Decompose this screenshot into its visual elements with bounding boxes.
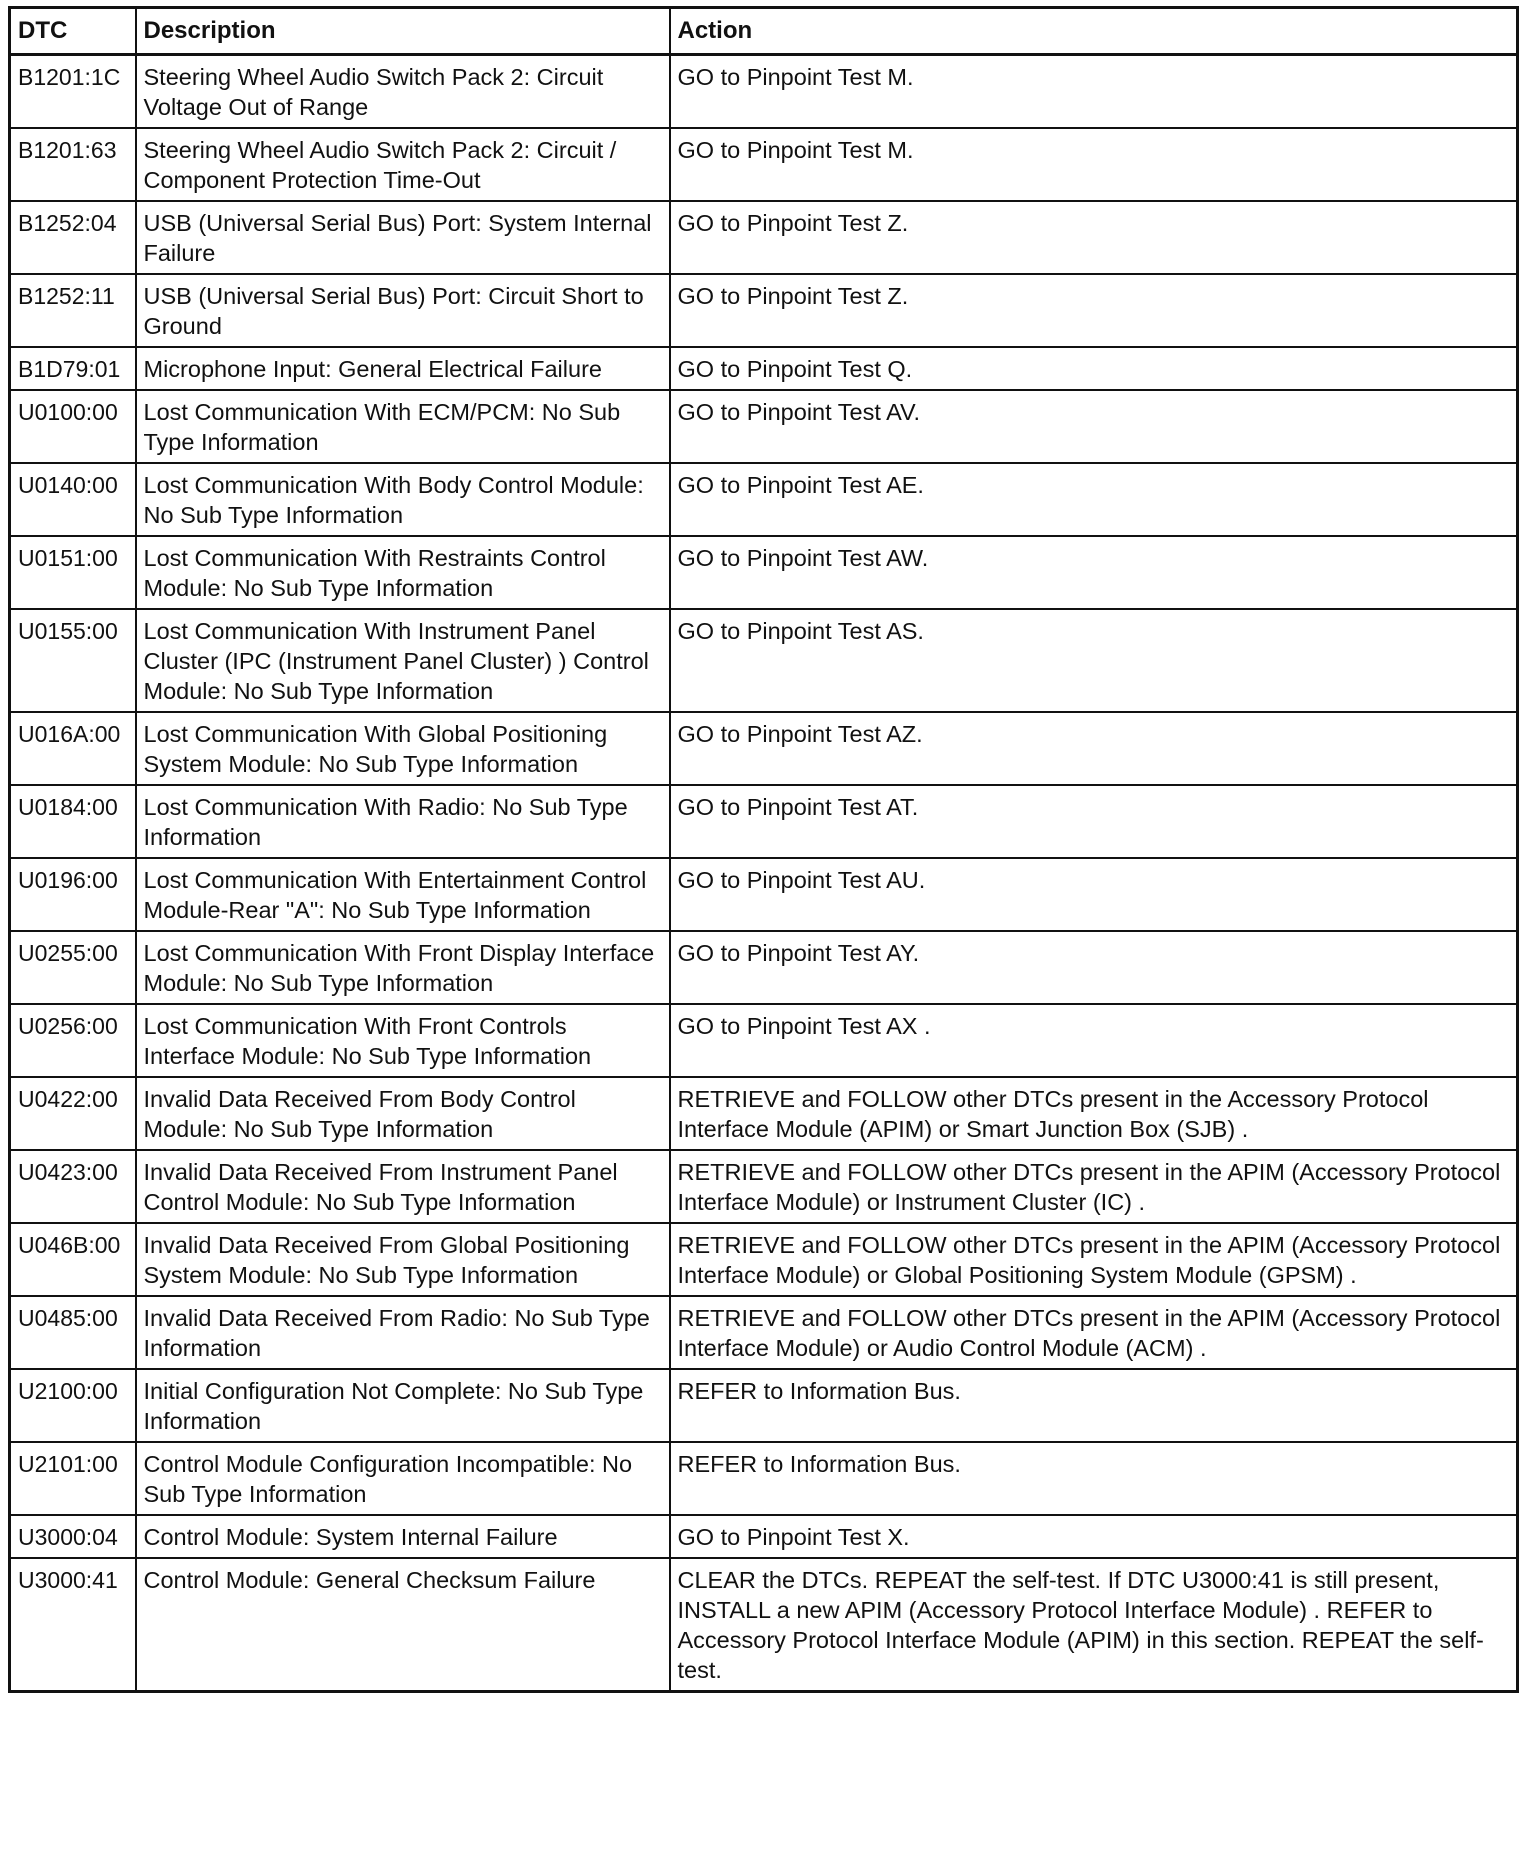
action-cell: GO to Pinpoint Test AT. xyxy=(670,785,1518,858)
dtc-code-cell: U0423:00 xyxy=(10,1150,136,1223)
action-cell: GO to Pinpoint Test Q. xyxy=(670,347,1518,390)
table-row xyxy=(10,1150,1518,1223)
description-cell: Lost Communication With Front Controls Interface Module: No Sub Type Information xyxy=(136,1004,670,1077)
dtc-code-cell: U016A:00 xyxy=(10,712,136,785)
table-row xyxy=(10,1369,1518,1442)
dtc-code-cell: U0196:00 xyxy=(10,858,136,931)
action-cell: GO to Pinpoint Test AZ. xyxy=(670,712,1518,785)
description-cell: Microphone Input: General Electrical Failure xyxy=(136,347,670,390)
action-cell: RETRIEVE and FOLLOW other DTCs present in the Accessory Protocol Interface Module (APIM) or Smart Junction Box (SJB) . xyxy=(670,1077,1518,1150)
action-cell: GO to Pinpoint Test AX . xyxy=(670,1004,1518,1077)
description-cell: Lost Communication With Restraints Control Module: No Sub Type Information xyxy=(136,536,670,609)
action-cell: RETRIEVE and FOLLOW other DTCs present in the APIM (Accessory Protocol Interface Module) or Audio Control Module (ACM) . xyxy=(670,1296,1518,1369)
column-header-dtc: DTC xyxy=(10,8,136,55)
description-cell: Lost Communication With Instrument Panel Cluster (IPC (Instrument Panel Cluster) ) Control Module: No Sub Type Information xyxy=(136,609,670,712)
action-cell: GO to Pinpoint Test M. xyxy=(670,128,1518,201)
table-row xyxy=(10,463,1518,536)
table-row xyxy=(10,1223,1518,1296)
dtc-code-cell: U0155:00 xyxy=(10,609,136,712)
description-cell: Invalid Data Received From Instrument Panel Control Module: No Sub Type Information xyxy=(136,1150,670,1223)
dtc-code-cell: U0422:00 xyxy=(10,1077,136,1150)
description-cell: Control Module: System Internal Failure xyxy=(136,1515,670,1558)
action-cell: GO to Pinpoint Test AY. xyxy=(670,931,1518,1004)
description-cell: USB (Universal Serial Bus) Port: System Internal Failure xyxy=(136,201,670,274)
description-cell: USB (Universal Serial Bus) Port: Circuit Short to Ground xyxy=(136,274,670,347)
description-cell: Steering Wheel Audio Switch Pack 2: Circuit Voltage Out of Range xyxy=(136,55,670,129)
table-row xyxy=(10,390,1518,463)
table-row xyxy=(10,785,1518,858)
description-cell: Lost Communication With Front Display Interface Module: No Sub Type Information xyxy=(136,931,670,1004)
action-cell: RETRIEVE and FOLLOW other DTCs present in the APIM (Accessory Protocol Interface Module) or Global Positioning System Module (GPSM) . xyxy=(670,1223,1518,1296)
action-cell: GO to Pinpoint Test Z. xyxy=(670,274,1518,347)
description-cell: Lost Communication With Radio: No Sub Type Information xyxy=(136,785,670,858)
table-row xyxy=(10,1442,1518,1515)
action-cell: GO to Pinpoint Test Z. xyxy=(670,201,1518,274)
action-cell: GO to Pinpoint Test AW. xyxy=(670,536,1518,609)
dtc-table xyxy=(8,6,1519,1693)
table-row xyxy=(10,1296,1518,1369)
dtc-code-cell: U0100:00 xyxy=(10,390,136,463)
description-cell: Control Module Configuration Incompatible: No Sub Type Information xyxy=(136,1442,670,1515)
action-cell: GO to Pinpoint Test X. xyxy=(670,1515,1518,1558)
dtc-code-cell: B1252:11 xyxy=(10,274,136,347)
action-cell: REFER to Information Bus. xyxy=(670,1442,1518,1515)
table-row xyxy=(10,1515,1518,1558)
dtc-code-cell: B1252:04 xyxy=(10,201,136,274)
dtc-code-cell: U2100:00 xyxy=(10,1369,136,1442)
table-body xyxy=(10,55,1518,1692)
dtc-code-cell: U3000:41 xyxy=(10,1558,136,1692)
table-row xyxy=(10,858,1518,931)
column-header-description: Description xyxy=(136,8,670,55)
table-row xyxy=(10,201,1518,274)
dtc-code-cell: B1201:63 xyxy=(10,128,136,201)
description-cell: Lost Communication With Global Positioning System Module: No Sub Type Information xyxy=(136,712,670,785)
table-row xyxy=(10,274,1518,347)
dtc-code-cell: U0151:00 xyxy=(10,536,136,609)
dtc-code-cell: U0255:00 xyxy=(10,931,136,1004)
dtc-code-cell: B1D79:01 xyxy=(10,347,136,390)
dtc-code-cell: U0184:00 xyxy=(10,785,136,858)
table-row xyxy=(10,712,1518,785)
table-row xyxy=(10,347,1518,390)
table-row xyxy=(10,536,1518,609)
action-cell: GO to Pinpoint Test AE. xyxy=(670,463,1518,536)
description-cell: Lost Communication With ECM/PCM: No Sub Type Information xyxy=(136,390,670,463)
description-cell: Lost Communication With Body Control Module: No Sub Type Information xyxy=(136,463,670,536)
table-row xyxy=(10,1004,1518,1077)
description-cell: Steering Wheel Audio Switch Pack 2: Circuit / Component Protection Time-Out xyxy=(136,128,670,201)
table-row xyxy=(10,1077,1518,1150)
description-cell: Invalid Data Received From Body Control Module: No Sub Type Information xyxy=(136,1077,670,1150)
dtc-code-cell: U0256:00 xyxy=(10,1004,136,1077)
action-cell: GO to Pinpoint Test AS. xyxy=(670,609,1518,712)
description-cell: Lost Communication With Entertainment Control Module-Rear "A": No Sub Type Information xyxy=(136,858,670,931)
dtc-code-cell: B1201:1C xyxy=(10,55,136,129)
action-cell: REFER to Information Bus. xyxy=(670,1369,1518,1442)
table-row xyxy=(10,128,1518,201)
dtc-code-cell: U0140:00 xyxy=(10,463,136,536)
table-header-row xyxy=(10,8,1518,55)
description-cell: Initial Configuration Not Complete: No Sub Type Information xyxy=(136,1369,670,1442)
action-cell: GO to Pinpoint Test M. xyxy=(670,55,1518,129)
dtc-code-cell: U046B:00 xyxy=(10,1223,136,1296)
table-row xyxy=(10,931,1518,1004)
action-cell: RETRIEVE and FOLLOW other DTCs present in the APIM (Accessory Protocol Interface Module) or Instrument Cluster (IC) . xyxy=(670,1150,1518,1223)
column-header-action: Action xyxy=(670,8,1518,55)
description-cell: Control Module: General Checksum Failure xyxy=(136,1558,670,1692)
dtc-code-cell: U3000:04 xyxy=(10,1515,136,1558)
action-cell: GO to Pinpoint Test AU. xyxy=(670,858,1518,931)
action-cell: CLEAR the DTCs. REPEAT the self-test. If DTC U3000:41 is still present, INSTALL a new APIM (Accessory Protocol Interface Module) . REFER to Accessory Protocol Interface Module (APIM) in this section. REPEAT the self-test. xyxy=(670,1558,1518,1692)
description-cell: Invalid Data Received From Global Positioning System Module: No Sub Type Information xyxy=(136,1223,670,1296)
table-row xyxy=(10,1558,1518,1692)
dtc-code-cell: U0485:00 xyxy=(10,1296,136,1369)
dtc-code-cell: U2101:00 xyxy=(10,1442,136,1515)
description-cell: Invalid Data Received From Radio: No Sub Type Information xyxy=(136,1296,670,1369)
action-cell: GO to Pinpoint Test AV. xyxy=(670,390,1518,463)
table-row xyxy=(10,55,1518,129)
table-row xyxy=(10,609,1518,712)
